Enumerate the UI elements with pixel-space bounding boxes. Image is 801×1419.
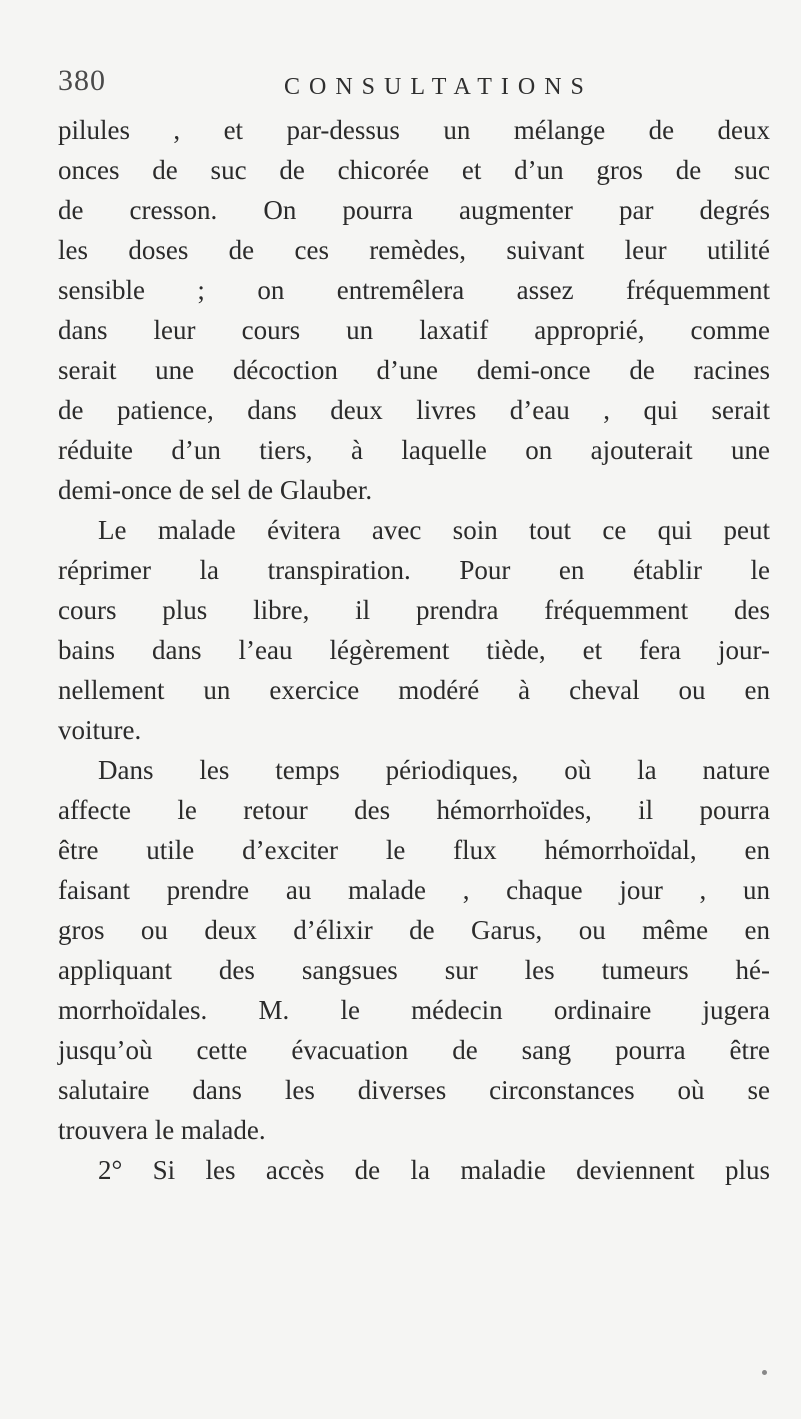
text-line: onces de suc de chicorée et d’un gros de suc bbox=[58, 155, 770, 185]
text-line: cours plus libre, il prendra fréquemment des bbox=[58, 595, 770, 625]
running-title: CONSULTATIONS bbox=[284, 74, 593, 100]
text-line: morrhoïdales. M. le médecin ordinaire jugera bbox=[58, 995, 770, 1025]
text-line: de cresson. On pourra augmenter par degrés bbox=[58, 195, 770, 225]
text-line: trouvera le malade. bbox=[58, 1115, 266, 1145]
text-line: être utile d’exciter le flux hémorrhoïdal, en bbox=[58, 835, 770, 865]
text-line: bains dans l’eau légèrement tiède, et fera jour- bbox=[58, 635, 770, 665]
text-line: nellement un exercice modéré à cheval ou en bbox=[58, 675, 770, 705]
text-line: affecte le retour des hémorrhoïdes, il pourra bbox=[58, 795, 770, 825]
body-text bbox=[58, 110, 770, 1190]
text-line: faisant prendre au malade , chaque jour , un bbox=[58, 875, 770, 905]
text-line: jusqu’où cette évacuation de sang pourra être bbox=[58, 1035, 770, 1065]
text-line: dans leur cours un laxatif approprié, comme bbox=[58, 315, 770, 345]
page-number: 380 bbox=[58, 64, 106, 97]
text-line: appliquant des sangsues sur les tumeurs hé- bbox=[58, 955, 770, 985]
text-line: sensible ; on entremêlera assez fréquemment bbox=[58, 275, 770, 305]
text-line: salutaire dans les diverses circonstances où se bbox=[58, 1075, 770, 1105]
text-line: réduite d’un tiers, à laquelle on ajouterait une bbox=[58, 435, 770, 465]
text-line: voiture. bbox=[58, 715, 142, 745]
text-line: serait une décoction d’une demi-once de racines bbox=[58, 355, 770, 385]
text-line: gros ou deux d’élixir de Garus, ou même en bbox=[58, 915, 770, 945]
text-line: Le malade évitera avec soin tout ce qui peut bbox=[98, 515, 770, 545]
text-line: les doses de ces remèdes, suivant leur utilité bbox=[58, 235, 770, 265]
text-line: réprimer la transpiration. Pour en établir le bbox=[58, 555, 770, 585]
text-line: Dans les temps périodiques, où la nature bbox=[98, 755, 770, 785]
text-line: pilules , et par-dessus un mélange de deux bbox=[58, 115, 770, 145]
text-line: de patience, dans deux livres d’eau , qui serait bbox=[58, 395, 770, 425]
text-line: demi-once de sel de Glauber. bbox=[58, 475, 373, 505]
print-mark bbox=[762, 1370, 767, 1375]
page-header bbox=[58, 64, 748, 104]
text-line: 2° Si les accès de la maladie deviennent plus bbox=[98, 1155, 770, 1185]
